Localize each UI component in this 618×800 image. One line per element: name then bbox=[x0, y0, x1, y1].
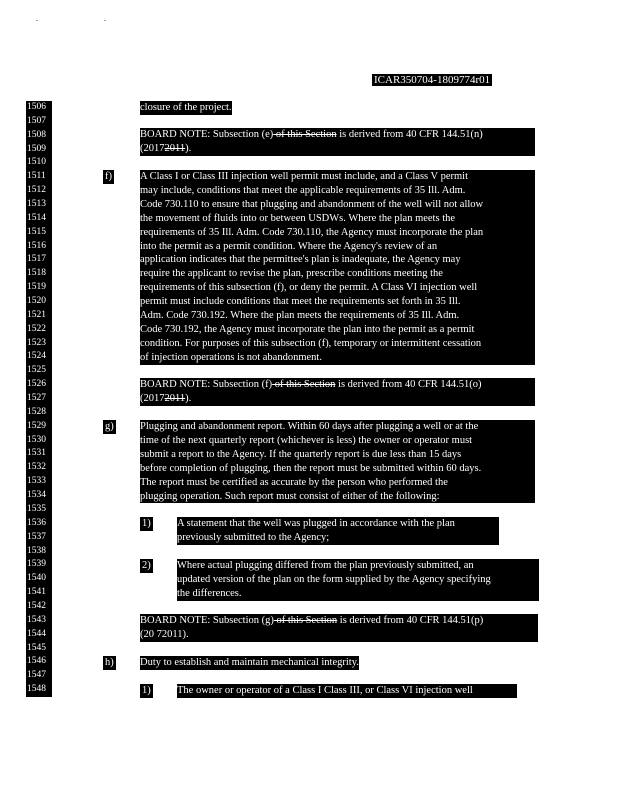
line-number: 1527 bbox=[27, 393, 46, 404]
line-number: 1517 bbox=[27, 254, 46, 265]
line-number: 1548 bbox=[27, 684, 46, 695]
note-text: BOARD NOTE: Subsection (g) bbox=[140, 615, 274, 626]
line-number: 1531 bbox=[27, 448, 46, 459]
text-line bbox=[140, 378, 535, 392]
text-line: updated version of the plan on the form supplied by the Agency specifying bbox=[177, 573, 491, 585]
item-h1-label: 1) bbox=[142, 685, 151, 696]
line-number: 1525 bbox=[27, 365, 46, 376]
text-line: The report must be certified as accurate by the person who performed the bbox=[140, 476, 448, 488]
line-number: 1507 bbox=[27, 115, 46, 126]
line-number: 1519 bbox=[27, 282, 46, 293]
line-number: 1544 bbox=[27, 628, 46, 639]
text-line: closure of the project. bbox=[140, 102, 232, 113]
line-number: 1541 bbox=[27, 587, 46, 598]
line-number: 1547 bbox=[27, 670, 46, 681]
note-text: BOARD NOTE: Subsection (e) bbox=[140, 129, 274, 140]
text-line: Code 730.110 to ensure that plugging and abandonment of the well will not allow bbox=[140, 198, 484, 210]
line-number: 1514 bbox=[27, 212, 46, 223]
text-line bbox=[140, 128, 535, 142]
text-line: application indicates that the permittee's plan is inadequate, the Agency may bbox=[140, 254, 461, 266]
line-number-column bbox=[26, 101, 52, 697]
note-text: (2017 bbox=[140, 392, 165, 404]
text-line: Adm. Code 730.192. Where the plan meets the requirements of 35 Ill. Adm. bbox=[140, 310, 460, 322]
line-number: 1528 bbox=[27, 406, 46, 417]
line-number: 1529 bbox=[27, 420, 46, 431]
item-h1-text bbox=[177, 684, 517, 698]
line-number: 1535 bbox=[27, 503, 46, 514]
line-number: 1533 bbox=[27, 476, 46, 487]
item-g2-text bbox=[177, 559, 539, 601]
text-line: the differences. bbox=[177, 587, 242, 599]
line-number: 1536 bbox=[27, 517, 46, 528]
text-line: Code 730.192, the Agency must incorporate the plan into the permit as a permit bbox=[140, 323, 475, 335]
text-line: requirements of this subsection (f), or deny the permit. A Class VI injection well bbox=[140, 282, 478, 294]
text-line: Where actual plugging differed from the plan previously submitted, an bbox=[177, 560, 474, 571]
note-text: is derived from 40 CFR 144.51(p) bbox=[337, 615, 484, 626]
line-number: 1521 bbox=[27, 309, 46, 320]
text-line bbox=[140, 392, 535, 406]
line-number: 1526 bbox=[27, 379, 46, 390]
note-text: BOARD NOTE: Subsection (f) bbox=[140, 379, 273, 390]
line-number: 1516 bbox=[27, 240, 46, 251]
line-number: 1545 bbox=[27, 642, 46, 653]
text-line: may include, conditions that meet the applicable requirements of 35 Ill. Adm. bbox=[140, 184, 466, 196]
line-number: 1540 bbox=[27, 573, 46, 584]
text-line: plugging operation. Such report must consist of either of the following: bbox=[140, 490, 440, 502]
board-note-g bbox=[140, 614, 538, 642]
board-note-f bbox=[140, 378, 535, 406]
note-text: ). bbox=[185, 142, 192, 154]
text-line: the movement of fluids into or between USDWs. Where the plan meets the bbox=[140, 212, 456, 224]
line-number: 1520 bbox=[27, 296, 46, 307]
line-number: 1532 bbox=[27, 462, 46, 473]
text-line: condition. For purposes of this subsection (f), temporary or intermittent cessation bbox=[140, 337, 482, 349]
text-line: Duty to establish and maintain mechanical integrity. bbox=[140, 657, 359, 668]
text-line: previously submitted to the Agency; bbox=[177, 531, 330, 543]
line-number: 1522 bbox=[27, 323, 46, 334]
text-line: The owner or operator of a Class I Class III, or Class VI injection well bbox=[177, 685, 473, 696]
line-number: 1524 bbox=[27, 351, 46, 362]
text-line bbox=[140, 614, 538, 628]
deleted-text: of this Section bbox=[272, 379, 336, 390]
text-line: of injection operations is not abandonment. bbox=[140, 351, 322, 363]
deleted-text: 2011 bbox=[164, 392, 186, 404]
line-number: 1538 bbox=[27, 545, 46, 556]
line-number: 1537 bbox=[27, 531, 46, 542]
line-number: 1510 bbox=[27, 157, 46, 168]
note-text: is derived from 40 CFR 144.51(o) bbox=[335, 379, 482, 390]
text-line: requirements of 35 Ill. Adm. Code 730.110, the Agency must incorporate the plan bbox=[140, 226, 484, 238]
line-number: 1512 bbox=[27, 185, 46, 196]
line-number: 1539 bbox=[27, 559, 46, 570]
line-number: 1508 bbox=[27, 129, 46, 140]
line-number: 1506 bbox=[27, 102, 46, 112]
text-line: permit must include conditions that meet the requirements set forth in 35 Ill. bbox=[140, 296, 461, 308]
line-number: 1543 bbox=[27, 614, 46, 625]
text-line: Plugging and abandonment report. Within 60 days after plugging a well or at the bbox=[140, 421, 479, 432]
line-number: 1513 bbox=[27, 199, 46, 210]
line-number: 1511 bbox=[27, 171, 46, 182]
item-g1-label: 1) bbox=[142, 518, 151, 529]
subsection-h-heading bbox=[140, 656, 359, 670]
text-line: time of the next quarterly report (whichever is less) the owner or operator must bbox=[140, 434, 473, 446]
note-text: is derived from 40 CFR 144.51(n) bbox=[336, 129, 483, 140]
text-line: submit a report to the Agency. If the quarterly report is due less than 15 days bbox=[140, 448, 462, 460]
line-number: 1546 bbox=[27, 656, 46, 667]
item-g2-label: 2) bbox=[142, 560, 151, 571]
subsection-h-label: h) bbox=[105, 657, 114, 668]
text-line: before completion of plugging, then the report must be submitted within 60 days. bbox=[140, 462, 482, 474]
text-line: A Class I or Class III injection well permit must include, and a Class V permit bbox=[140, 171, 468, 182]
note-text: (2017 bbox=[140, 142, 165, 154]
line-number: 1523 bbox=[27, 337, 46, 348]
board-note-e bbox=[140, 128, 535, 156]
line-number: 1515 bbox=[27, 226, 46, 237]
scan-marks: . . bbox=[36, 14, 138, 23]
text-line: (20 72011). bbox=[140, 628, 189, 640]
note-text: ). bbox=[185, 392, 192, 404]
item-g1-text bbox=[177, 517, 499, 545]
document-code: ICAR350704-1809774r01 bbox=[374, 74, 491, 86]
line-number: 1509 bbox=[27, 143, 46, 154]
subsection-f-label: f) bbox=[105, 171, 112, 182]
text-line: A statement that the well was plugged in accordance with the plan bbox=[177, 518, 455, 529]
line-number: 1534 bbox=[27, 490, 46, 501]
line-number: 1518 bbox=[27, 268, 46, 279]
text-line: into the permit as a permit condition. Where the Agency's review of an bbox=[140, 240, 438, 252]
line-number: 1530 bbox=[27, 434, 46, 445]
subsection-f-text bbox=[140, 170, 535, 365]
deleted-text: of this Section bbox=[273, 615, 338, 626]
closure-text bbox=[140, 101, 232, 115]
deleted-text: of this Section bbox=[273, 129, 337, 140]
subsection-g-label: g) bbox=[105, 421, 114, 432]
deleted-text: 2011 bbox=[164, 142, 186, 154]
text-line: require the applicant to revise the plan, prescribe conditions meeting the bbox=[140, 268, 443, 280]
text-line bbox=[140, 142, 535, 156]
line-number: 1542 bbox=[27, 600, 46, 611]
subsection-g-text bbox=[140, 420, 535, 503]
